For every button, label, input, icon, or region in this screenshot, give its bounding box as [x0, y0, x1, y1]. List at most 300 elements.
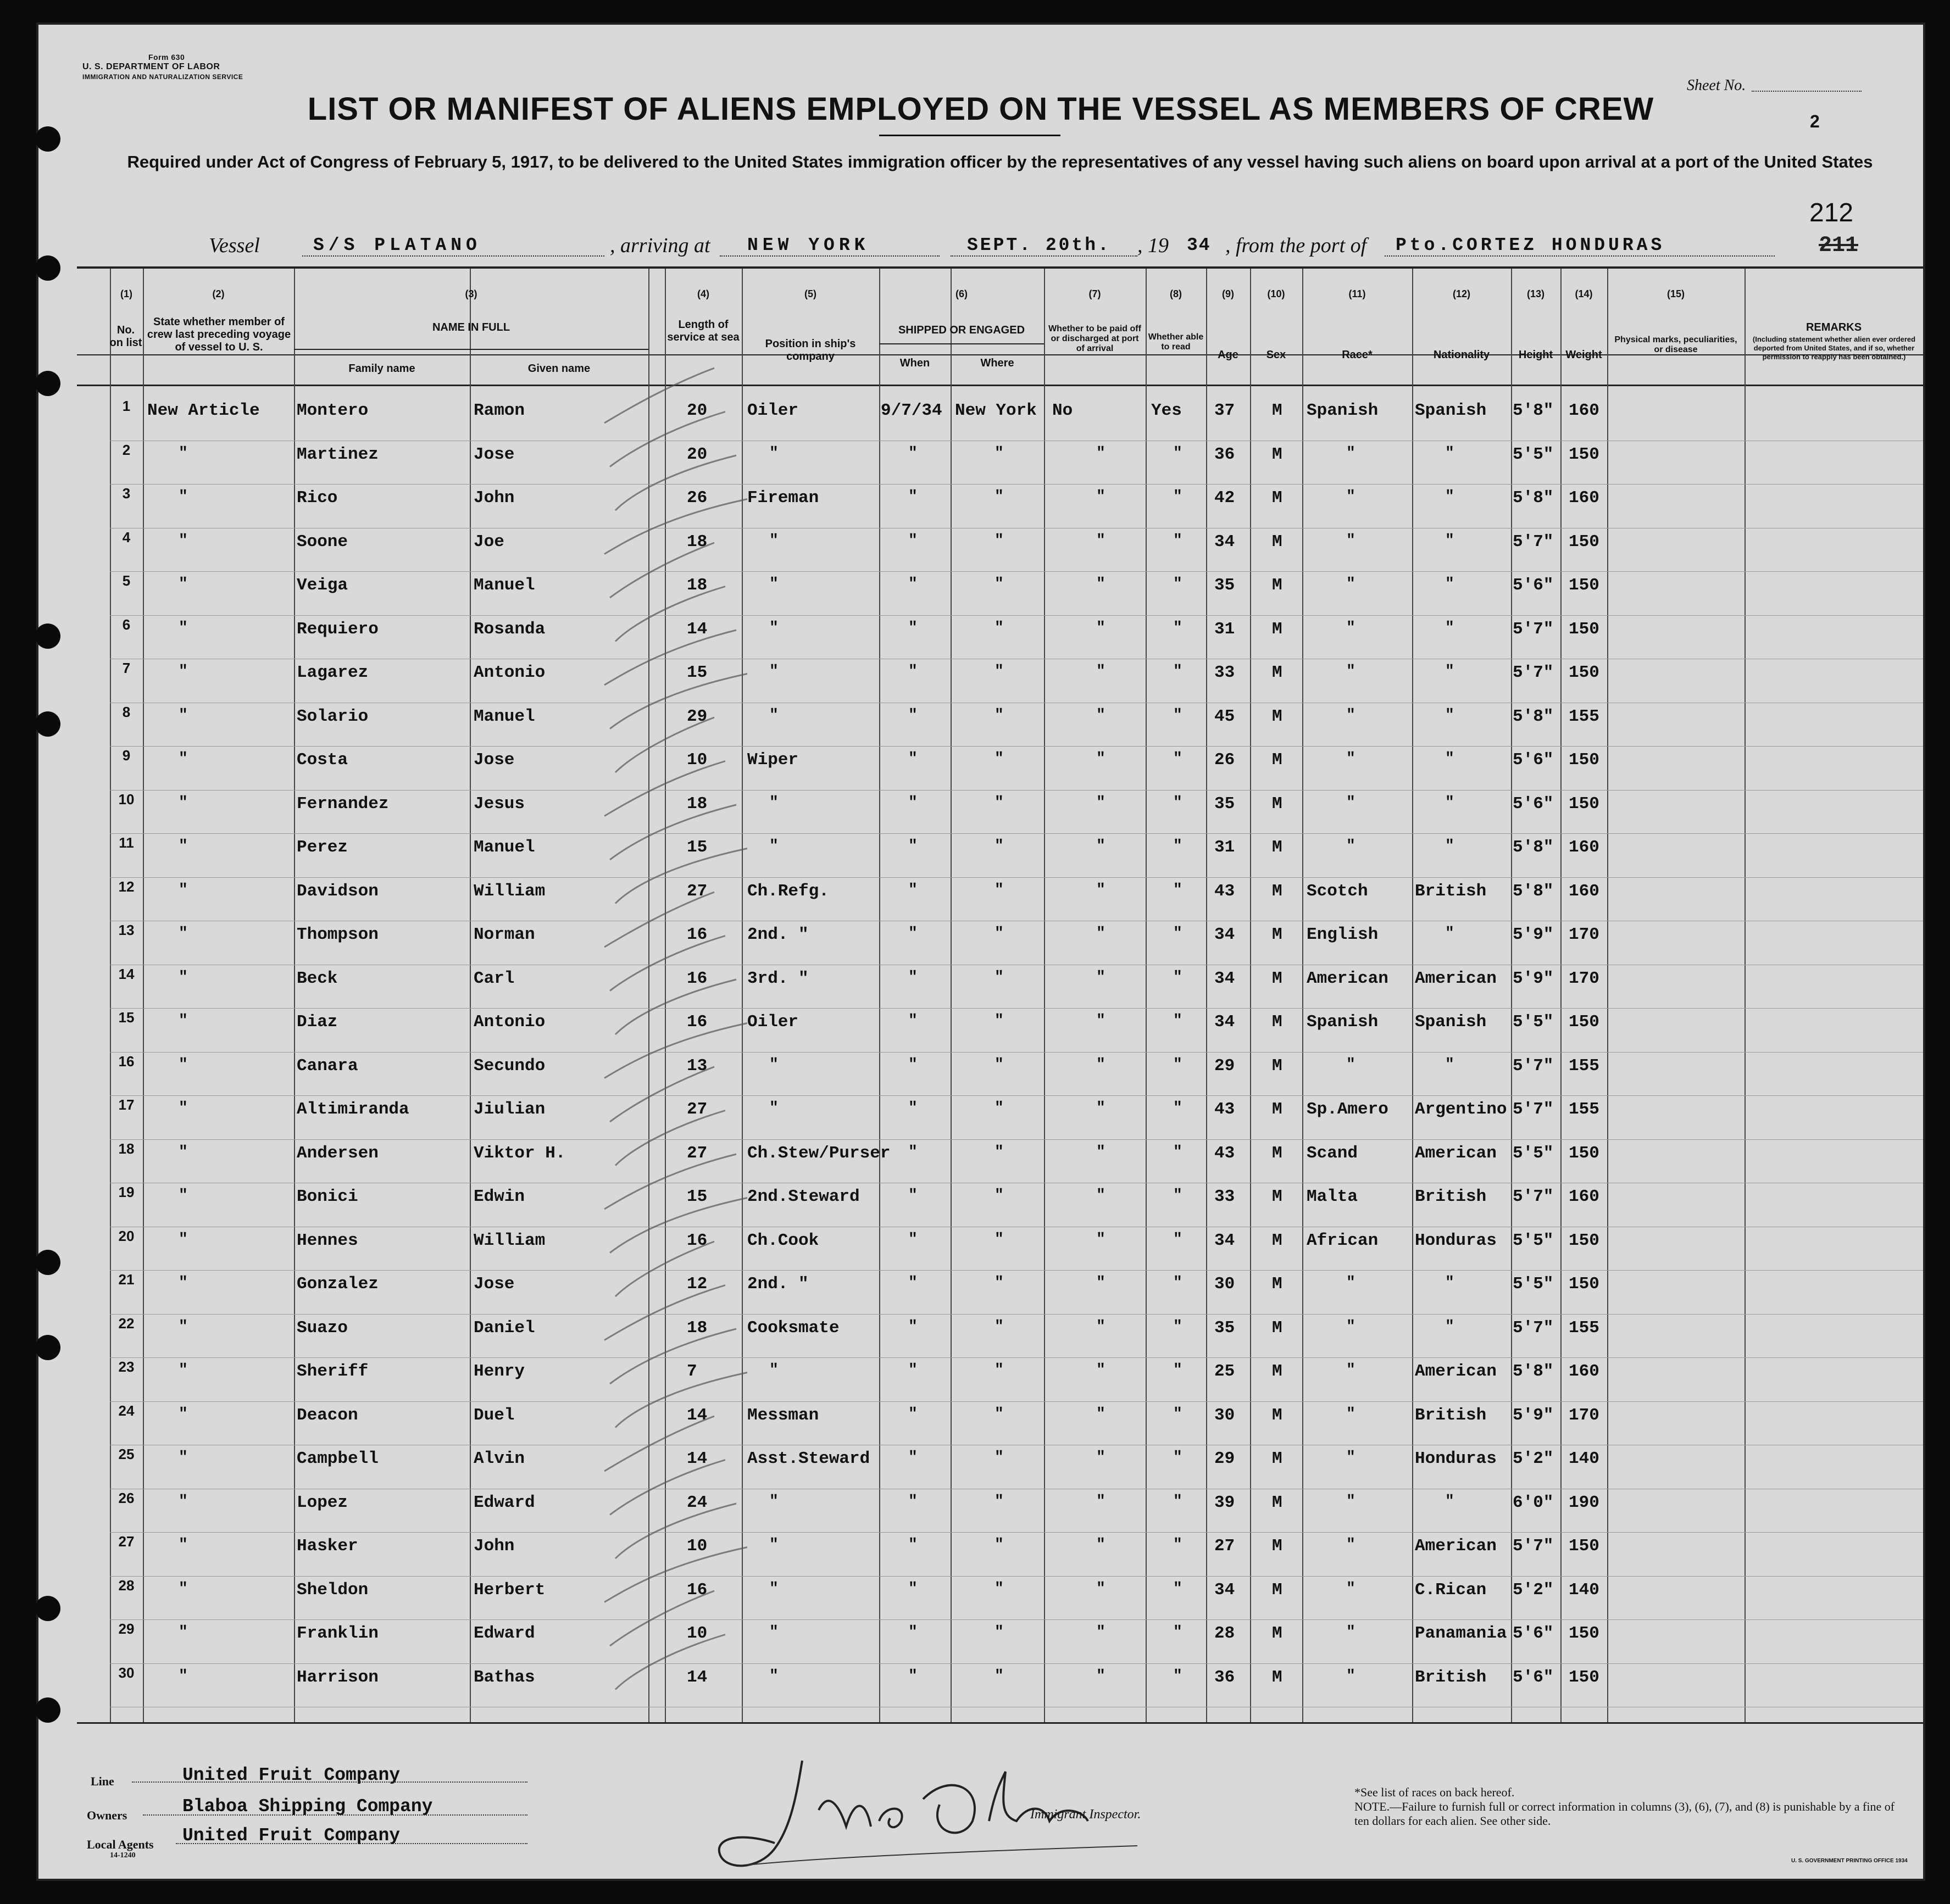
cell-family: Perez: [297, 838, 348, 857]
col11-header: Race*: [1342, 349, 1373, 361]
cell-age: 25: [1214, 1362, 1235, 1381]
cell-race: ": [1346, 1624, 1355, 1641]
cell-race: Malta: [1307, 1187, 1358, 1206]
row-number: 24: [118, 1402, 135, 1419]
cell-race: ": [1346, 750, 1355, 767]
cell-when: ": [908, 1624, 918, 1641]
cell-age: 28: [1214, 1624, 1235, 1643]
cell-race: ": [1346, 1667, 1355, 1685]
printer-imprint: U. S. GOVERNMENT PRINTING OFFICE 1934: [1791, 1858, 1908, 1864]
cell-paid: ": [1096, 706, 1105, 724]
cell-nationality: British: [1415, 881, 1487, 901]
cell-when: ": [908, 1580, 918, 1597]
cell-where: ": [995, 1056, 1004, 1073]
cell-read: ": [1173, 1056, 1182, 1073]
cell-service: 27: [687, 1143, 708, 1163]
row-number: 6: [122, 616, 131, 633]
cell-when: ": [908, 706, 918, 724]
cell-race: ": [1346, 1318, 1355, 1335]
cell-position: ": [769, 1667, 779, 1685]
cell-nationality: Spanish: [1415, 401, 1487, 420]
cell-race: Spanish: [1307, 1012, 1379, 1032]
line-value: United Fruit Company: [182, 1765, 401, 1785]
cell-prev: ": [179, 1405, 188, 1423]
cell-family: Hasker: [297, 1536, 358, 1556]
cell-given: Manuel: [474, 576, 535, 595]
cell-nationality: ": [1445, 750, 1454, 767]
cell-given: Rosanda: [474, 619, 546, 639]
agents-code: 14-1240: [110, 1851, 136, 1860]
cell-when: ": [908, 1449, 918, 1466]
cell-age: 34: [1214, 925, 1235, 944]
cell-service: 15: [687, 838, 708, 857]
cell-paid: ": [1096, 1143, 1105, 1161]
cell-family: Diaz: [297, 1012, 338, 1032]
cell-given: Manuel: [474, 706, 535, 726]
cell-nationality: C.Rican: [1415, 1580, 1487, 1600]
cell-race: ": [1346, 1362, 1355, 1379]
cell-family: Altimiranda: [297, 1100, 409, 1119]
owners-label: Owners: [87, 1808, 127, 1822]
row-number: 23: [118, 1359, 135, 1375]
cell-read: ": [1173, 1536, 1182, 1554]
cell-race: ": [1346, 1449, 1355, 1466]
cell-weight: 160: [1569, 1187, 1599, 1206]
cell-nationality: British: [1415, 1405, 1487, 1425]
cell-age: 29: [1214, 1449, 1235, 1468]
from-port: Pto.CORTEZ HONDURAS: [1396, 235, 1665, 255]
cell-prev: ": [179, 532, 188, 549]
header-top-rule: [77, 266, 1923, 269]
cell-family: Soone: [297, 532, 348, 552]
cell-sex: M: [1272, 663, 1282, 682]
row-number: 30: [118, 1664, 135, 1681]
title-underline: [879, 135, 1060, 136]
cell-height: 5'6": [1513, 576, 1554, 595]
cell-prev: ": [179, 1449, 188, 1466]
column-divider: [665, 269, 666, 1722]
cell-prev: ": [179, 444, 188, 462]
cell-nationality: ": [1445, 1056, 1454, 1073]
col6b-header: Where: [980, 357, 1014, 369]
department-name: U. S. DEPARTMENT OF LABOR: [82, 62, 220, 71]
cell-when: ": [908, 1405, 918, 1423]
cell-service: 18: [687, 1318, 708, 1338]
cell-prev: ": [179, 1012, 188, 1029]
cell-age: 34: [1214, 1231, 1235, 1250]
cell-family: Gonzalez: [297, 1274, 379, 1294]
cell-family: Lopez: [297, 1493, 348, 1512]
form-number: Form 630: [148, 53, 185, 62]
cell-where: ": [995, 1624, 1004, 1641]
cell-nationality: ": [1445, 838, 1454, 855]
cell-given: Edward: [474, 1624, 535, 1643]
cell-position: Ch.Cook: [747, 1231, 819, 1250]
cell-when: ": [908, 1274, 918, 1291]
cell-prev: ": [179, 925, 188, 942]
col3-header: NAME IN FULL: [432, 321, 510, 333]
cell-weight: 150: [1569, 1012, 1599, 1032]
col13-header: Height: [1518, 349, 1553, 361]
cell-where: ": [995, 750, 1004, 767]
from-port-label: , from the port of: [1225, 234, 1367, 257]
cell-weight: 140: [1569, 1580, 1599, 1600]
cell-when: ": [908, 1231, 918, 1248]
sheet-number-label: Sheet No.: [1687, 77, 1746, 94]
row-rule: [110, 1619, 1923, 1620]
cell-service: 20: [687, 401, 708, 420]
row-rule: [110, 1008, 1923, 1009]
cell-height: 5'9": [1513, 1405, 1554, 1425]
row-number: 16: [118, 1053, 135, 1070]
cell-read: ": [1173, 881, 1182, 899]
col6-number: (6): [955, 288, 968, 299]
cell-race: ": [1346, 1580, 1355, 1597]
cell-read: ": [1173, 1100, 1182, 1117]
cell-read: ": [1173, 1187, 1182, 1204]
cell-weight: 150: [1569, 663, 1599, 682]
cell-race: ": [1346, 1536, 1355, 1554]
cell-weight: 150: [1569, 619, 1599, 639]
stamp-page-number: 212: [1809, 198, 1854, 227]
cell-race: American: [1307, 968, 1388, 988]
cell-race: ": [1346, 619, 1355, 637]
cell-position: ": [769, 1362, 779, 1379]
cell-weight: 150: [1569, 1143, 1599, 1163]
col12-number: (12): [1452, 288, 1470, 299]
cell-paid: ": [1096, 881, 1105, 899]
cell-age: 36: [1214, 1667, 1235, 1687]
cell-where: ": [995, 1187, 1004, 1204]
row-number: 2: [122, 441, 131, 458]
cell-sex: M: [1272, 1667, 1282, 1687]
cell-position: ": [769, 838, 779, 855]
cell-height: 5'5": [1513, 444, 1554, 464]
cell-race: African: [1307, 1231, 1379, 1250]
cell-race: ": [1346, 706, 1355, 724]
pencil-check-mark: [615, 1635, 725, 1690]
col8-number: (8): [1170, 288, 1182, 299]
cell-family: Lagarez: [297, 663, 369, 682]
line-underline: [132, 1781, 527, 1783]
cell-paid: ": [1096, 532, 1105, 549]
cell-height: 5'7": [1513, 619, 1554, 639]
pencil-check-mark: [615, 1111, 725, 1166]
vessel-name-line: [302, 255, 604, 257]
cell-where: ": [995, 444, 1004, 462]
cell-prev: ": [179, 1056, 188, 1073]
cell-sex: M: [1272, 619, 1282, 639]
cell-when: ": [908, 881, 918, 899]
cell-height: 5'6": [1513, 794, 1554, 814]
cell-position: ": [769, 1536, 779, 1554]
cell-age: 36: [1214, 444, 1235, 464]
cell-given: Edwin: [474, 1187, 525, 1206]
pencil-marks-layer: [38, 25, 1923, 1879]
cell-given: Norman: [474, 925, 535, 944]
cell-family: Fernandez: [297, 794, 389, 814]
cell-weight: 190: [1569, 1493, 1599, 1512]
cell-given: John: [474, 1536, 515, 1556]
cell-where: ": [995, 838, 1004, 855]
cell-position: ": [769, 1100, 779, 1117]
cell-given: Viktor H.: [474, 1143, 566, 1163]
cell-where: ": [995, 1580, 1004, 1597]
col14-number: (14): [1575, 288, 1593, 299]
cell-race: ": [1346, 794, 1355, 811]
cell-paid: ": [1096, 576, 1105, 593]
cell-read: ": [1173, 1012, 1182, 1029]
arriving-port-line: [720, 255, 940, 257]
row-rule: [110, 484, 1923, 485]
cell-height: 5'7": [1513, 663, 1554, 682]
subheader-divider: [879, 343, 1044, 344]
pencil-check-mark: [610, 1329, 736, 1384]
arrival-year: 34: [1187, 235, 1211, 255]
column-divider: [1607, 269, 1608, 1722]
cell-paid: ": [1096, 1318, 1105, 1335]
cell-when: ": [908, 1536, 918, 1554]
cell-where: ": [995, 1143, 1004, 1161]
cell-read: ": [1173, 1274, 1182, 1291]
punch-hole: [35, 711, 60, 737]
column-divider: [1745, 269, 1746, 1722]
cell-given: Antonio: [474, 663, 546, 682]
cell-prev: ": [179, 838, 188, 855]
row-number: 7: [122, 660, 131, 676]
cell-position: ": [769, 1493, 779, 1510]
cell-prev: ": [179, 1667, 188, 1685]
cell-read: ": [1173, 1143, 1182, 1161]
from-port-line: [1385, 255, 1775, 257]
cell-service: 16: [687, 1231, 708, 1250]
row-number: 5: [122, 572, 131, 589]
cell-position: Wiper: [747, 750, 799, 770]
row-rule: [110, 1314, 1923, 1315]
cell-read: ": [1173, 1624, 1182, 1641]
cell-position: ": [769, 532, 779, 549]
row-number: 27: [118, 1533, 135, 1550]
pencil-check-mark: [610, 805, 736, 860]
cell-nationality: Spanish: [1415, 1012, 1487, 1032]
cell-where: ": [995, 1493, 1004, 1510]
cell-nationality: Argentino: [1415, 1100, 1507, 1119]
cell-weight: 150: [1569, 1667, 1599, 1687]
cell-sex: M: [1272, 706, 1282, 726]
column-divider: [1412, 269, 1413, 1722]
subheader-divider: [294, 349, 648, 350]
cell-given: Jiulian: [474, 1100, 546, 1119]
row-number: 4: [122, 528, 131, 545]
cell-prev: ": [179, 881, 188, 899]
pencil-check-mark: [604, 630, 736, 685]
cell-service: 16: [687, 1012, 708, 1032]
page-title: LIST OR MANIFEST OF ALIENS EMPLOYED ON THE VESSEL AS MEMBERS OF CREW: [307, 91, 1654, 127]
cell-paid: ": [1096, 488, 1105, 505]
cell-height: 5'8": [1513, 401, 1554, 420]
races-note: *See list of races on back hereof.: [1354, 1785, 1515, 1799]
cell-given: Joe: [474, 532, 504, 552]
cell-prev: ": [179, 1100, 188, 1117]
col5-header: Position in ship's company: [765, 338, 856, 363]
cell-paid: ": [1096, 1100, 1105, 1117]
column-divider: [1250, 269, 1251, 1722]
cell-nationality: ": [1445, 532, 1454, 549]
cell-weight: 150: [1569, 1231, 1599, 1250]
cell-prev: ": [179, 1536, 188, 1554]
cell-nationality: ": [1445, 619, 1454, 637]
col9-header: Age: [1218, 349, 1238, 361]
cell-prev: ": [179, 1493, 188, 1510]
form-identifier: [82, 52, 243, 82]
row-rule: [110, 1270, 1923, 1271]
cell-read: ": [1173, 838, 1182, 855]
row-rule: [110, 1357, 1923, 1358]
cell-read: ": [1173, 1362, 1182, 1379]
cell-service: 12: [687, 1274, 708, 1294]
cell-position: 2nd. ": [747, 925, 809, 944]
line-label: Line: [91, 1774, 114, 1788]
row-number: 10: [118, 790, 135, 808]
row-number: 8: [122, 703, 131, 720]
cell-nationality: American: [1415, 1143, 1497, 1163]
cell-sex: M: [1272, 1187, 1282, 1206]
cell-paid: ": [1096, 1187, 1105, 1204]
cell-weight: 150: [1569, 794, 1599, 814]
cell-nationality: ": [1445, 706, 1454, 724]
cell-weight: 155: [1569, 1318, 1599, 1338]
column-divider: [879, 269, 880, 1722]
col11-number: (11): [1348, 288, 1366, 299]
cell-when: ": [908, 488, 918, 505]
pencil-check-mark: [604, 1547, 747, 1602]
cell-given: Manuel: [474, 838, 535, 857]
cell-sex: M: [1272, 576, 1282, 595]
cell-sex: M: [1272, 1449, 1282, 1468]
cell-prev: ": [179, 1187, 188, 1204]
cell-prev: ": [179, 1580, 188, 1597]
cell-weight: 170: [1569, 925, 1599, 944]
cell-age: 42: [1214, 488, 1235, 508]
cell-height: 5'7": [1513, 1100, 1554, 1119]
cell-read: ": [1173, 794, 1182, 811]
col3-number: (3): [465, 288, 477, 299]
cell-position: 3rd. ": [747, 968, 809, 988]
col6a-header: When: [899, 357, 930, 369]
row-number: 20: [118, 1227, 135, 1244]
cell-age: 37: [1214, 401, 1235, 420]
cell-given: Daniel: [474, 1318, 535, 1338]
cell-position: ": [769, 1580, 779, 1597]
cell-sex: M: [1272, 794, 1282, 814]
arriving-port: NEW YORK: [747, 235, 870, 255]
col8-header: Whether able to read: [1148, 332, 1204, 352]
cell-where: ": [995, 1405, 1004, 1423]
pencil-check-mark: [615, 1373, 747, 1428]
cell-when: ": [908, 444, 918, 462]
cell-weight: 160: [1569, 401, 1599, 420]
cell-where: ": [995, 968, 1004, 986]
cell-read: ": [1173, 1231, 1182, 1248]
cell-given: Henry: [474, 1362, 525, 1381]
cell-nationality: ": [1445, 1493, 1454, 1510]
cell-weight: 140: [1569, 1449, 1599, 1468]
cell-position: Messman: [747, 1405, 819, 1425]
cell-paid: No: [1052, 401, 1073, 420]
service-name: IMMIGRATION AND NATURALIZATION SERVICE: [82, 73, 243, 81]
cell-prev: ": [179, 968, 188, 986]
cell-sex: M: [1272, 532, 1282, 552]
cell-sex: M: [1272, 838, 1282, 857]
cell-service: 27: [687, 881, 708, 901]
column-divider: [1044, 269, 1045, 1722]
cell-race: ": [1346, 663, 1355, 680]
cell-given: Jesus: [474, 794, 525, 814]
cell-service: 26: [687, 488, 708, 508]
cell-height: 5'8": [1513, 881, 1554, 901]
cell-paid: ": [1096, 1667, 1105, 1685]
cell-where: ": [995, 925, 1004, 942]
cell-sex: M: [1272, 444, 1282, 464]
cell-sex: M: [1272, 1274, 1282, 1294]
cell-nationality: ": [1445, 663, 1454, 680]
cell-family: Campbell: [297, 1449, 379, 1468]
cell-prev: ": [179, 1143, 188, 1161]
pencil-check-mark: [615, 849, 747, 904]
cell-family: Canara: [297, 1056, 358, 1076]
row-number: 25: [118, 1446, 135, 1462]
column-divider: [294, 269, 295, 1722]
cell-paid: ": [1096, 1449, 1105, 1466]
cell-race: ": [1346, 1405, 1355, 1423]
cell-position: 2nd. ": [747, 1274, 809, 1294]
cell-service: 20: [687, 444, 708, 464]
row-rule: [110, 1052, 1923, 1053]
cell-sex: M: [1272, 488, 1282, 508]
cell-age: 34: [1214, 968, 1235, 988]
cell-age: 35: [1214, 794, 1235, 814]
row-rule: [110, 615, 1923, 616]
cell-when: ": [908, 1100, 918, 1117]
cell-given: Antonio: [474, 1012, 546, 1032]
cell-paid: ": [1096, 1274, 1105, 1291]
cell-read: ": [1173, 488, 1182, 505]
column-divider: [143, 269, 144, 1722]
pencil-check-mark: [604, 1023, 747, 1078]
cell-nationality: Honduras: [1415, 1449, 1497, 1468]
cell-when: ": [908, 1143, 918, 1161]
cell-service: 18: [687, 794, 708, 814]
cell-height: 6'0": [1513, 1493, 1554, 1512]
cell-read: ": [1173, 1405, 1182, 1423]
col12-header: Nationality: [1433, 349, 1490, 361]
row-number: 1: [122, 398, 131, 414]
cell-nationality: British: [1415, 1667, 1487, 1687]
cell-weight: 150: [1569, 576, 1599, 595]
row-number: 26: [118, 1489, 135, 1506]
row-number: 19: [118, 1184, 135, 1200]
cell-height: 5'9": [1513, 925, 1554, 944]
cell-race: ": [1346, 838, 1355, 855]
cell-given: Edward: [474, 1493, 535, 1512]
cell-prev: ": [179, 1362, 188, 1379]
cell-read: ": [1173, 925, 1182, 942]
row-rule: [110, 1576, 1923, 1577]
cell-where: ": [995, 576, 1004, 593]
column-divider: [648, 269, 649, 1722]
col15-header: Physical marks, peculiarities, or disease: [1614, 335, 1737, 354]
row-rule: [110, 571, 1923, 572]
